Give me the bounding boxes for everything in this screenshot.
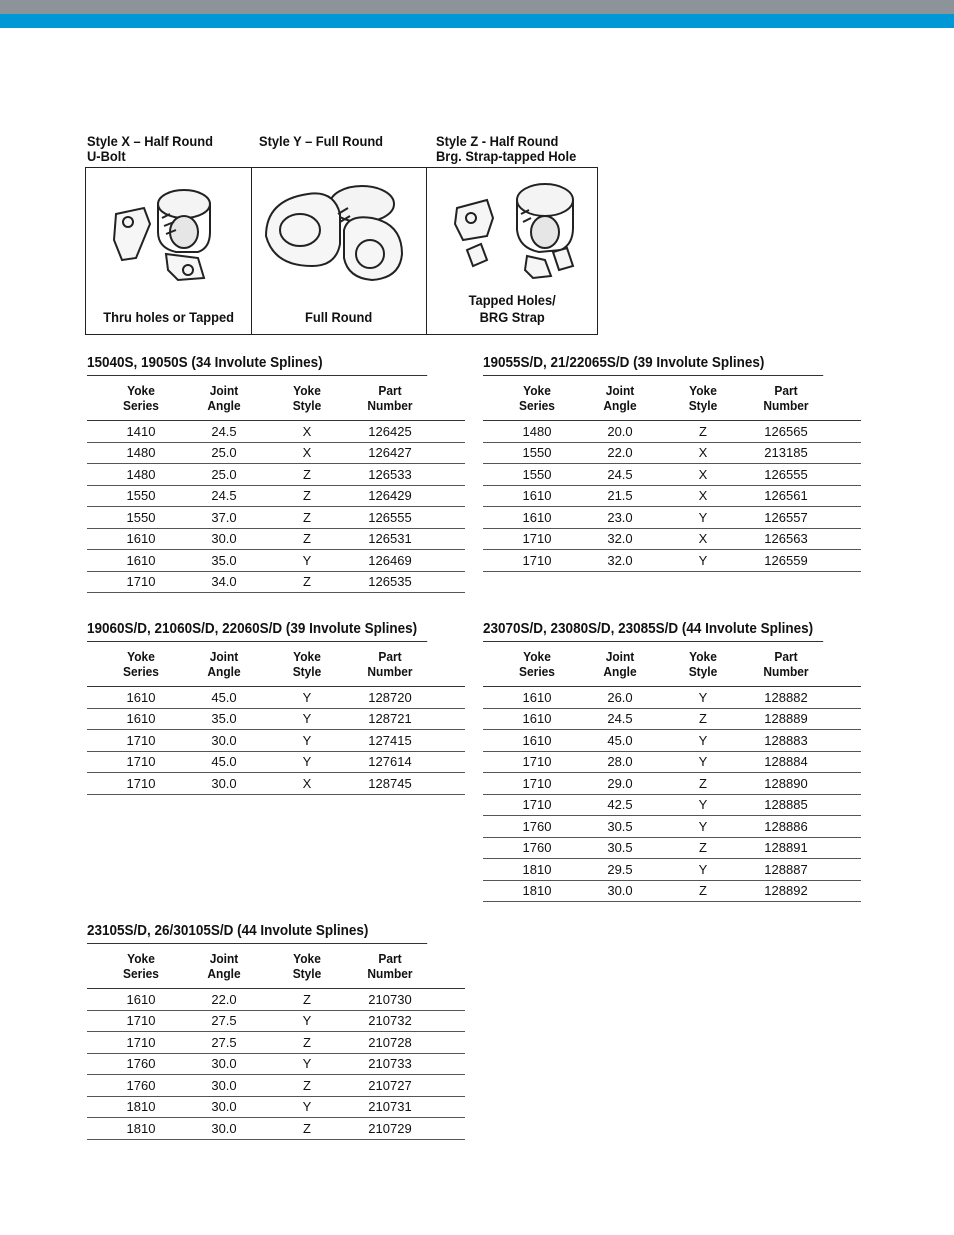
yoke-style-cell: Y [302, 732, 312, 748]
table-row [87, 529, 465, 551]
table-title: 23070S/D, 23080S/D, 23085S/D (44 Involute Splines) [483, 620, 823, 642]
yoke-series-cell: 1610 [522, 732, 552, 748]
header-yoke-style: Yoke Style [292, 649, 322, 679]
joint-angle-cell: 30.5 [607, 818, 633, 834]
header-yoke-series: Yoke Series [123, 649, 159, 679]
yoke-style-cell: Y [698, 552, 708, 568]
table-23105sd [87, 922, 465, 1140]
joint-angle-cell: 30.0 [211, 732, 237, 748]
part-number-cell: 126429 [368, 488, 412, 504]
joint-angle-cell: 22.0 [607, 445, 633, 461]
joint-angle-cell: 30.0 [211, 1120, 237, 1136]
table-row [483, 795, 861, 817]
yoke-style-cell: Y [698, 754, 708, 770]
yoke-style-cell: X [302, 423, 312, 439]
style-y-label: Style Y – Full Round [259, 133, 384, 149]
yoke-series-cell: 1610 [522, 711, 552, 727]
part-number-cell: 210730 [368, 991, 412, 1007]
part-number-cell: 213185 [764, 445, 808, 461]
joint-angle-cell: 30.0 [211, 775, 237, 791]
table-row [483, 421, 861, 443]
table-body [87, 989, 465, 1140]
yoke-style-cell: Z [303, 1120, 311, 1136]
yoke-style-cell: Z [303, 466, 311, 482]
part-number-cell: 126533 [368, 466, 412, 482]
table-header [87, 376, 465, 421]
style-z-cell [427, 168, 597, 334]
joint-angle-cell: 27.5 [211, 1034, 237, 1050]
table-title: 23105S/D, 26/30105S/D (44 Involute Splines) [87, 922, 427, 944]
header-joint-angle: Joint Angle [603, 649, 637, 679]
part-number-cell: 128887 [764, 861, 808, 877]
yoke-series-cell: 1710 [522, 552, 552, 568]
yoke-series-cell: 1760 [522, 818, 552, 834]
table-15040s [87, 354, 465, 593]
yoke-series-cell: 1710 [126, 1034, 156, 1050]
yoke-series-cell: 1610 [126, 689, 156, 705]
joint-angle-cell: 23.0 [607, 509, 633, 525]
table-row [483, 773, 861, 795]
table-row [87, 752, 465, 774]
table-row [483, 550, 861, 572]
yoke-series-cell: 1810 [126, 1120, 156, 1136]
header-blue-bar [0, 14, 954, 28]
header-yoke-style: Yoke Style [292, 951, 322, 981]
full-round-yoke-icon [252, 174, 426, 284]
table-row [87, 421, 465, 443]
table-row [87, 550, 465, 572]
joint-angle-cell: 30.5 [607, 840, 633, 856]
header-yoke-style: Yoke Style [688, 649, 718, 679]
table-body [87, 421, 465, 593]
header-joint-angle: Joint Angle [207, 649, 241, 679]
yoke-series-cell: 1760 [126, 1077, 156, 1093]
yoke-style-cell: X [698, 466, 708, 482]
header-yoke-series: Yoke Series [519, 649, 555, 679]
joint-angle-cell: 30.0 [211, 1099, 237, 1115]
half-round-strap-yoke-icon [427, 174, 598, 284]
part-number-cell: 128885 [764, 797, 808, 813]
yoke-series-cell: 1760 [522, 840, 552, 856]
joint-angle-cell: 30.0 [607, 883, 633, 899]
table-row [87, 709, 465, 731]
joint-angle-cell: 35.0 [211, 711, 237, 727]
table-row [483, 881, 861, 903]
table-row [87, 773, 465, 795]
table-19060sd [87, 620, 465, 795]
style-x-caption: Thru holes or Tapped [103, 309, 235, 325]
style-y-caption: Full Round [305, 309, 373, 325]
header-part-number: Part Number [367, 951, 413, 981]
table-row [483, 529, 861, 551]
yoke-series-cell: 1610 [126, 552, 156, 568]
table-body [87, 687, 465, 795]
table-title: 19060S/D, 21060S/D, 22060S/D (39 Involute Splines) [87, 620, 427, 642]
yoke-series-cell: 1710 [522, 531, 552, 547]
yoke-style-cell: Z [303, 509, 311, 525]
joint-angle-cell: 45.0 [211, 754, 237, 770]
joint-angle-cell: 37.0 [211, 509, 237, 525]
header-gray-bar [0, 0, 954, 14]
part-number-cell: 128883 [764, 732, 808, 748]
yoke-series-cell: 1710 [126, 754, 156, 770]
yoke-series-cell: 1610 [126, 711, 156, 727]
table-body [483, 421, 861, 572]
part-number-cell: 126427 [368, 445, 412, 461]
yoke-style-cell: Z [303, 574, 311, 590]
part-number-cell: 128720 [368, 689, 412, 705]
style-y-cell [252, 168, 426, 334]
table-row [483, 709, 861, 731]
joint-angle-cell: 25.0 [211, 445, 237, 461]
yoke-style-cell: Y [302, 689, 312, 705]
part-number-cell: 210728 [368, 1034, 412, 1050]
header-part-number: Part Number [763, 383, 809, 413]
yoke-style-cell: Z [303, 488, 311, 504]
yoke-series-cell: 1710 [522, 797, 552, 813]
yoke-style-cell: Y [698, 861, 708, 877]
yoke-series-cell: 1710 [522, 754, 552, 770]
table-row [87, 1118, 465, 1140]
header-joint-angle: Joint Angle [207, 383, 241, 413]
header-yoke-series: Yoke Series [519, 383, 555, 413]
yoke-series-cell: 1710 [126, 1013, 156, 1029]
joint-angle-cell: 24.5 [607, 711, 633, 727]
header-joint-angle: Joint Angle [207, 951, 241, 981]
joint-angle-cell: 35.0 [211, 552, 237, 568]
yoke-series-cell: 1710 [126, 732, 156, 748]
half-round-ubolt-yoke-icon [86, 174, 252, 284]
table-row [87, 486, 465, 508]
header-yoke-style: Yoke Style [292, 383, 322, 413]
part-number-cell: 126561 [764, 488, 808, 504]
joint-angle-cell: 30.0 [211, 1056, 237, 1072]
yoke-style-cell: X [302, 775, 312, 791]
yoke-series-cell: 1480 [522, 423, 552, 439]
style-x-label: Style X – Half Round U-Bolt [87, 133, 213, 164]
joint-angle-cell: 34.0 [211, 574, 237, 590]
table-row [483, 816, 861, 838]
table-header [87, 642, 465, 687]
table-header [483, 376, 861, 421]
table-row [87, 687, 465, 709]
yoke-series-cell: 1810 [522, 883, 552, 899]
yoke-series-cell: 1760 [126, 1056, 156, 1072]
header-part-number: Part Number [367, 649, 413, 679]
part-number-cell: 127415 [368, 732, 412, 748]
yoke-style-cell: Y [302, 1099, 312, 1115]
header-joint-angle: Joint Angle [603, 383, 637, 413]
yoke-style-cell: X [698, 531, 708, 547]
part-number-cell: 126555 [368, 509, 412, 525]
joint-angle-cell: 29.5 [607, 861, 633, 877]
table-row [87, 730, 465, 752]
table-19055sd [483, 354, 861, 572]
yoke-series-cell: 1550 [126, 488, 156, 504]
joint-angle-cell: 22.0 [211, 991, 237, 1007]
part-number-cell: 128884 [764, 754, 808, 770]
yoke-series-cell: 1550 [522, 445, 552, 461]
yoke-series-cell: 1610 [522, 509, 552, 525]
joint-angle-cell: 32.0 [607, 552, 633, 568]
table-title: 15040S, 19050S (34 Involute Splines) [87, 354, 427, 376]
part-number-cell: 128891 [764, 840, 808, 856]
joint-angle-cell: 20.0 [607, 423, 633, 439]
joint-angle-cell: 28.0 [607, 754, 633, 770]
table-row [483, 859, 861, 881]
joint-angle-cell: 24.5 [607, 466, 633, 482]
part-number-cell: 210729 [368, 1120, 412, 1136]
table-row [87, 1097, 465, 1119]
header-part-number: Part Number [367, 383, 413, 413]
yoke-style-cell: Y [698, 732, 708, 748]
table-row [483, 687, 861, 709]
yoke-series-cell: 1610 [522, 689, 552, 705]
part-number-cell: 128886 [764, 818, 808, 834]
yoke-style-cell: X [302, 445, 312, 461]
table-row [87, 464, 465, 486]
table-row [483, 486, 861, 508]
joint-angle-cell: 26.0 [607, 689, 633, 705]
table-title: 19055S/D, 21/22065S/D (39 Involute Splines) [483, 354, 823, 376]
table-row [87, 443, 465, 465]
part-number-cell: 126565 [764, 423, 808, 439]
table-row [87, 1054, 465, 1076]
table-row [483, 443, 861, 465]
table-row [87, 1075, 465, 1097]
header-yoke-series: Yoke Series [123, 951, 159, 981]
joint-angle-cell: 25.0 [211, 466, 237, 482]
part-number-cell: 126531 [368, 531, 412, 547]
joint-angle-cell: 30.0 [211, 1077, 237, 1093]
table-row [483, 507, 861, 529]
yoke-style-cell: Z [699, 883, 707, 899]
part-number-cell: 128721 [368, 711, 412, 727]
part-number-cell: 127614 [368, 754, 412, 770]
yoke-style-cell: Z [699, 423, 707, 439]
yoke-series-cell: 1410 [126, 423, 156, 439]
style-z-caption: Tapped Holes/ BRG Strap [468, 292, 556, 325]
part-number-cell: 128892 [764, 883, 808, 899]
table-row [87, 1032, 465, 1054]
part-number-cell: 128889 [764, 711, 808, 727]
yoke-style-cell: Z [303, 1034, 311, 1050]
yoke-series-cell: 1710 [522, 775, 552, 791]
yoke-style-cell: Z [699, 840, 707, 856]
joint-angle-cell: 42.5 [607, 797, 633, 813]
yoke-style-cell: X [698, 488, 708, 504]
yoke-style-cell: Y [698, 689, 708, 705]
style-labels [87, 134, 599, 168]
part-number-cell: 210732 [368, 1013, 412, 1029]
joint-angle-cell: 27.5 [211, 1013, 237, 1029]
yoke-series-cell: 1610 [126, 991, 156, 1007]
yoke-style-cell: Y [302, 1013, 312, 1029]
table-row [87, 1011, 465, 1033]
table-row [87, 989, 465, 1011]
yoke-series-cell: 1550 [126, 509, 156, 525]
yoke-style-cell: Y [698, 818, 708, 834]
yoke-series-cell: 1550 [522, 466, 552, 482]
table-row [87, 572, 465, 594]
joint-angle-cell: 30.0 [211, 531, 237, 547]
part-number-cell: 128890 [764, 775, 808, 791]
yoke-series-cell: 1710 [126, 775, 156, 791]
part-number-cell: 210731 [368, 1099, 412, 1115]
joint-angle-cell: 29.0 [607, 775, 633, 791]
style-z-label: Style Z - Half Round Brg. Strap-tapped Hole [436, 133, 577, 164]
yoke-styles-box [85, 167, 598, 335]
part-number-cell: 128882 [764, 689, 808, 705]
yoke-series-cell: 1810 [126, 1099, 156, 1115]
header-part-number: Part Number [763, 649, 809, 679]
table-header [87, 944, 465, 989]
yoke-series-cell: 1480 [126, 466, 156, 482]
table-23070sd [483, 620, 861, 902]
yoke-style-cell: Z [303, 1077, 311, 1093]
table-row [483, 464, 861, 486]
yoke-series-cell: 1610 [126, 531, 156, 547]
table-row [87, 507, 465, 529]
part-number-cell: 126469 [368, 552, 412, 568]
part-number-cell: 126563 [764, 531, 808, 547]
joint-angle-cell: 21.5 [607, 488, 633, 504]
table-header [483, 642, 861, 687]
yoke-style-cell: Y [302, 1056, 312, 1072]
joint-angle-cell: 45.0 [607, 732, 633, 748]
yoke-style-cell: Y [698, 797, 708, 813]
part-number-cell: 126535 [368, 574, 412, 590]
yoke-style-cell: Y [698, 509, 708, 525]
part-number-cell: 126557 [764, 509, 808, 525]
table-row [483, 838, 861, 860]
table-body [483, 687, 861, 902]
yoke-style-cell: Y [302, 552, 312, 568]
yoke-style-cell: Z [699, 711, 707, 727]
yoke-style-cell: Z [303, 531, 311, 547]
yoke-style-cell: Z [699, 775, 707, 791]
yoke-style-cell: Y [302, 711, 312, 727]
style-x-cell [86, 168, 252, 334]
joint-angle-cell: 24.5 [211, 423, 237, 439]
yoke-style-cell: X [698, 445, 708, 461]
table-row [483, 730, 861, 752]
header-yoke-style: Yoke Style [688, 383, 718, 413]
yoke-style-cell: Y [302, 754, 312, 770]
part-number-cell: 210733 [368, 1056, 412, 1072]
yoke-series-cell: 1480 [126, 445, 156, 461]
table-row [483, 752, 861, 774]
joint-angle-cell: 32.0 [607, 531, 633, 547]
joint-angle-cell: 45.0 [211, 689, 237, 705]
part-number-cell: 128745 [368, 775, 412, 791]
joint-angle-cell: 24.5 [211, 488, 237, 504]
part-number-cell: 126559 [764, 552, 808, 568]
header-yoke-series: Yoke Series [123, 383, 159, 413]
yoke-style-cell: Z [303, 991, 311, 1007]
yoke-series-cell: 1810 [522, 861, 552, 877]
part-number-cell: 126425 [368, 423, 412, 439]
part-number-cell: 210727 [368, 1077, 412, 1093]
yoke-series-cell: 1710 [126, 574, 156, 590]
part-number-cell: 126555 [764, 466, 808, 482]
yoke-series-cell: 1610 [522, 488, 552, 504]
